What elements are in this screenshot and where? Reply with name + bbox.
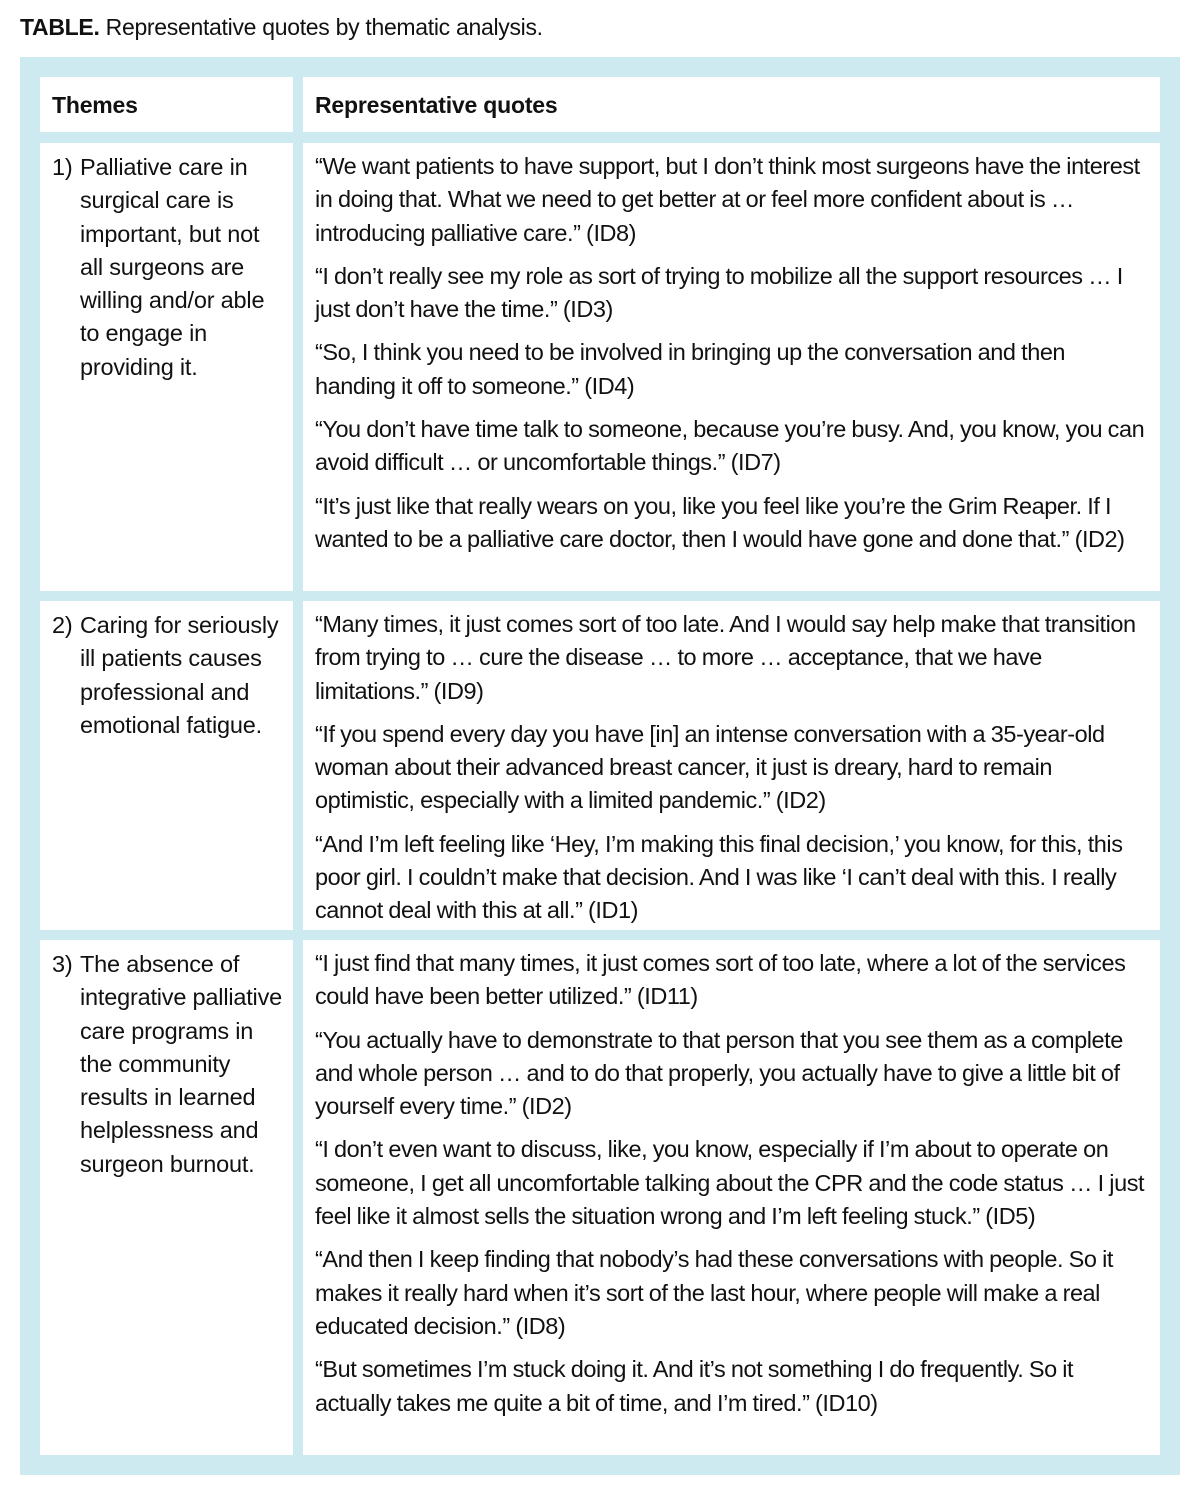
quote: “I just find that many times, it just comes sort of too late, where a lot of the services could have been better utilized.” (ID11) [315,950,1126,1010]
table-caption [20,14,543,41]
header-themes: Themes [40,77,293,132]
caption-title: Representative quotes by thematic analysis. [105,14,543,40]
quote: “And then I keep finding that nobody’s had these conversations with people. So it makes it really hard when it’s sort of the last hour, where people will make a real educated decision.” (ID8) [315,1246,1113,1339]
quote: “It’s just like that really wears on you, like you feel like you’re the Grim Reaper. If I wanted to be a palliative care doctor, then I would have gone and done that.” (ID2) [315,492,1125,552]
quote: “You actually have to demonstrate to that person that you see them as a complete and whole person … and to do that properly, you actually have to give a little bit of yourself every time.” (ID2) [315,1026,1123,1120]
theme-text: Caring for seriously ill patients causes professional and emotional fatigue. [80,612,279,738]
theme-cell-1 [40,143,293,591]
quote: “I don’t even want to discuss, like, you know, especially if I’m about to operate on someone, I get all uncomfortable talking about the CPR and the code status … I just feel like it almost sells the situation wrong and I’m left feeling stuck.” (ID5) [315,1136,1145,1230]
quote: “I don’t really see my role as sort of trying to mobilize all the support resources … I just don’t have the time.” (ID3) [315,262,1123,323]
quote: “So, I think you need to be involved in bringing up the conversation and then handing it off to someone.” (ID4) [315,339,1066,399]
quotes-cell-1 [303,143,1160,591]
quote: “But sometimes I’m stuck doing it. And it’s not something I do frequently. So it actually takes me quite a bit of time, and I’m tired.” (ID10) [315,1356,1074,1416]
quotes-cell-2 [303,601,1160,930]
quotes-table [20,57,1180,1475]
theme-number: 3) [52,951,73,977]
theme-number: 2) [52,612,73,638]
quote: “You don’t have time talk to someone, because you’re busy. And, you know, you can avoid difficult … or uncomfortable things.” (ID7) [315,416,1145,476]
quote: “Many times, it just comes sort of too late. And I would say help make that transition from trying to … cure the disease … to more … acceptance, that we have limitations.” (ID9) [315,611,1136,704]
header-quotes: Representative quotes [303,77,1160,132]
theme-cell-2 [40,601,293,930]
theme-cell-3 [40,940,293,1455]
quote: “And I’m left feeling like ‘Hey, I’m making this final decision,’ you know, for this, this poor girl. I couldn’t make that decision. And I was like ‘I can’t deal with this. I really cannot deal with this at all.” (ID1) [315,830,1123,924]
quote: “We want patients to have support, but I don’t think most surgeons have the interest in doing that. What we need to get better at or feel more confident about is … introducing palliative care.” (ID8) [315,153,1140,246]
theme-text: The absence of integrative palliative care programs in the community results in learned helplessness and surgeon burnout. [80,951,282,1177]
theme-text: Palliative care in surgical care is important, but not all surgeons are willing and/or able to engage in providing it. [80,154,265,380]
theme-number: 1) [52,154,73,180]
caption-label: TABLE. [20,14,100,40]
quotes-cell-3 [303,940,1160,1455]
quote: “If you spend every day you have [in] an intense conversation with a 35-year-old woman about their advanced breast cancer, it just is dreary, hard to remain optimistic, especially with a limited pandemic.” (ID2) [315,720,1105,814]
